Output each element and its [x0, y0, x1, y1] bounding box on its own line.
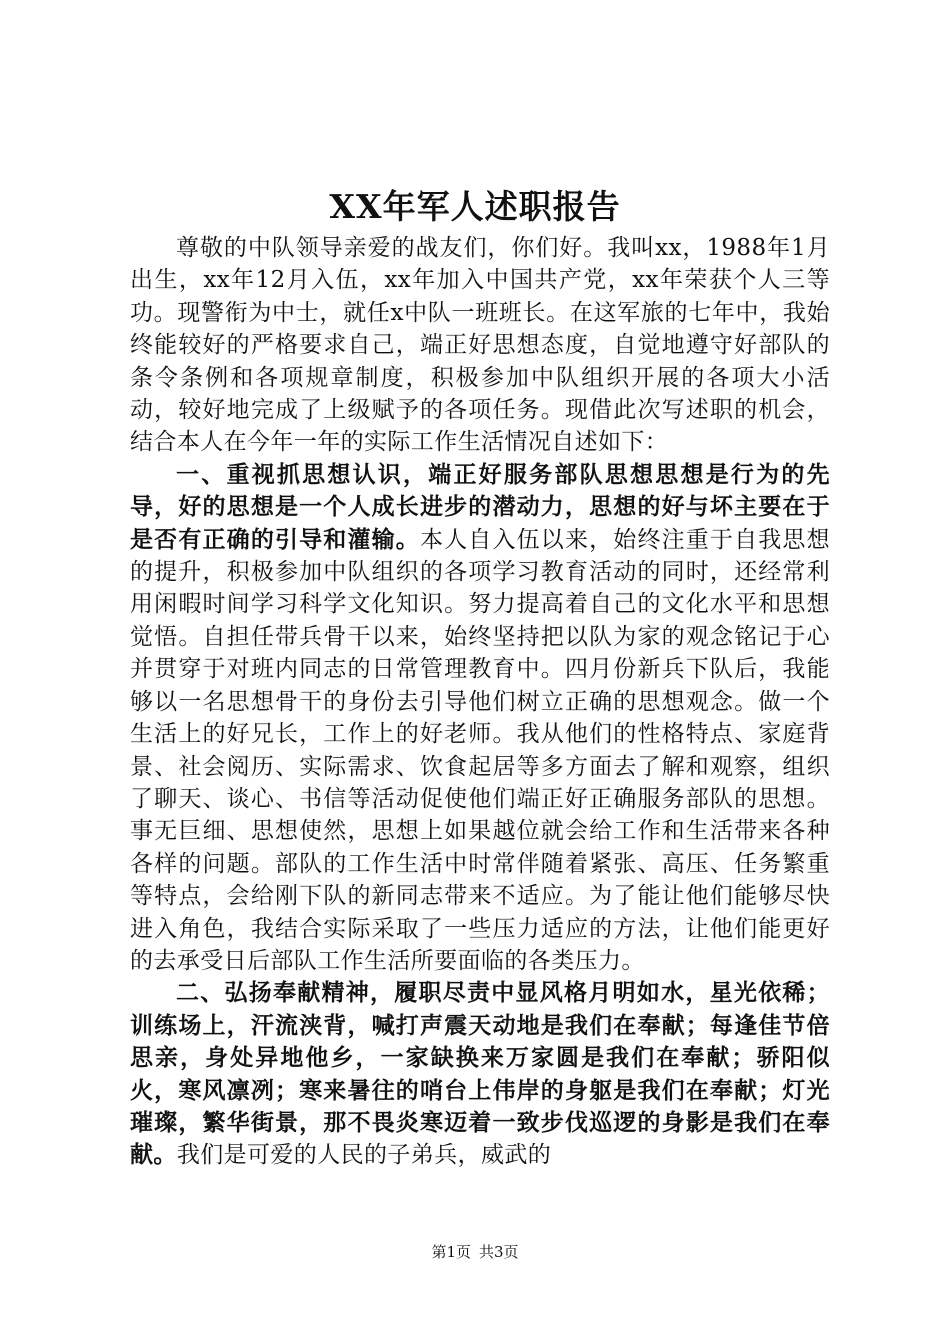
paragraph-section-2 — [130, 977, 830, 1171]
paragraph-text: 尊敬的中队领导亲爱的战友们，你们好。我叫xx，1988年1月出生，xx年12月入伍，xx年加入中国共产党，xx年荣获个人三等功。现警衔为中士，就任x中队一班班长。在这军旅的七年中，我始终能较好的严格要求自己，端正好思想态度，自觉地遵守好部队的条令条例和各项规章制度，积极参加中队组织开展的各项大小活动，较好地完成了上级赋予的各项任务。现借此次写述职的机会，结合本人在今年一年的实际工作生活情况自述如下： — [130, 235, 830, 456]
paragraph-text: 我们是可爱的人民的子弟兵，威武的 — [176, 1142, 552, 1169]
page-total: 共3页 — [479, 1243, 519, 1261]
paragraph-section-1 — [130, 459, 830, 978]
section-heading: 一、重视抓思想认识，端正好服务部队思想思想是行为的先导，好的思想是一个人成长进步的潜动力，思想的好与坏主要在于是否有正确的引导和灌输。 — [130, 460, 830, 553]
paragraph-intro — [130, 232, 830, 459]
section-heading: 二、弘扬奉献精神，履职尽责中显风格月明如水，星光依稀；训练场上，汗流浃背，喊打声震天动地是我们在奉献；每逢佳节倍思亲，身处异地他乡，一家缺换来万家圆是我们在奉献；骄阳似火，寒风凛冽；寒来暑往的哨台上伟岸的身躯是我们在奉献；灯光璀璨，繁华街景，那不畏炎寒迈着一致步伐巡逻的身影是我们在奉献。 — [130, 979, 830, 1169]
document-body — [130, 232, 830, 1172]
page-footer — [0, 1240, 950, 1264]
document-title: XX年军人述职报告 — [329, 187, 621, 226]
page-number: 第1页 — [431, 1243, 471, 1261]
paragraph-text: 本人自入伍以来，始终注重于自我思想的提升，积极参加中队组织的各项学习教育活动的同时，还经常利用闲暇时间学习科学文化知识。努力提高着自己的文化水平和思想觉悟。自担任带兵骨干以来，始终坚持把以队为家的观念铭记于心并贯穿于对班内同志的日常管理教育中。四月份新兵下队后，我能够以一名思想骨干的身份去引导他们树立正确的思想观念。做一个生活上的好兄长，工作上的好老师。我从他们的性格特点、家庭背景、社会阅历、实际需求、饮食起居等多方面去了解和观察，组织了聊天、谈心、书信等活动促使他们端正好正确服务部队的思想。事无巨细、思想使然，思想上如果越位就会给工作和生活带来各种各样的问题。部队的工作生活中时常伴随着紧张、高压、任务繁重等特点，会给刚下队的新同志带来不适应。为了能让他们能够尽快进入角色，我结合实际采取了一些压力适应的方法，让他们能更好的去承受日后部队工作生活所要面临的各类压力。 — [130, 526, 830, 974]
